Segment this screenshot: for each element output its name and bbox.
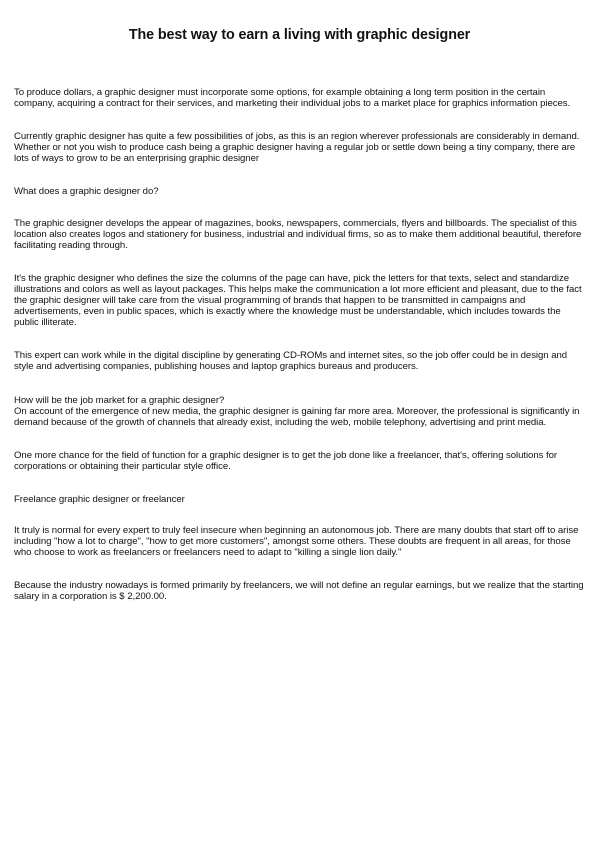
paragraph-intro: To produce dollars, a graphic designer must incorporate some options, for example obtaining a long term position in the certain company, acquiring a contract for their services, and marketing their individual jobs to a market place for graphics information pieces. <box>14 87 571 110</box>
paragraph-defines-columns: It's the graphic designer who defines the size the columns of the page can have, pick the letters for that texts, select and standardize illustrations and colors as well as layout packages. This helps make the communication a lot more efficient and pleasant, due to the fact the graphic designer will take care from the visual programming of brands that happen to be transmitted in campaigns and advertisements, even in public spaces, which is exactly where the knowledge must be understandable, which includes towards the public illiterate. <box>14 272 582 329</box>
paragraph-freelancer-chance: One more chance for the field of function for a graphic designer is to get the job done like a freelancer, that's, offering solutions for corporations or obtaining their particular style office. <box>14 449 558 472</box>
section-heading-what-does-designer-do: What does a graphic designer do? <box>14 186 159 198</box>
paragraph-job-possibilities: Currently graphic designer has quite a few possibilities of jobs, as this is an region wherever professionals are considerably in demand. Whether or not you wish to produce cash being a graphic designer having a regular job or settle down being a tiny company, there are lots of ways to grow to be an enterprising graphic designer <box>14 131 580 165</box>
paragraph-starting-salary: Because the industry nowadays is formed primarily by freelancers, we will not define an regular earnings, but we realize that the starting salary in a corporation is $ 2,200.00. <box>14 580 584 603</box>
paragraph-digital-discipline: This expert can work while in the digital discipline by generating CD-ROMs and internet sites, so the job offer could be in design and style and advertising companies, publishing houses and laptop graphics bureaus and producers. <box>14 350 568 373</box>
section-heading-job-market: How will be the job market for a graphic designer? <box>14 394 225 406</box>
document-body <box>14 87 585 603</box>
paragraph-insecure-autonomous: It truly is normal for every expert to truly feel insecure when beginning an autonomous job. There are many doubts that start off to arise including "how a lot to charge", "how to get more customers", amongst some others. These doubts are frequent in all areas, for those who choose to work as freelancers or freelancers need to adapt to "killing a single lion daily." <box>14 525 579 559</box>
document-title: The best way to earn a living with graphic designer <box>128 27 471 43</box>
paragraph-new-media: On account of the emergence of new media, the graphic designer is gaining far more area. Moreover, the professional is significantly in demand because of the growth of channels that already exist, including the web, mobile telephony, advertising and print media. <box>14 405 580 428</box>
paragraph-designer-develops: The graphic designer develops the appear of magazines, books, newspapers, commercials, flyers and billboards. The specialist of this location also creates logos and stationery for business, industrial and individual firms, so as to make them additional beautiful, therefore facilitating reading through. <box>14 217 582 251</box>
section-heading-freelance: Freelance graphic designer or freelancer <box>14 493 185 505</box>
